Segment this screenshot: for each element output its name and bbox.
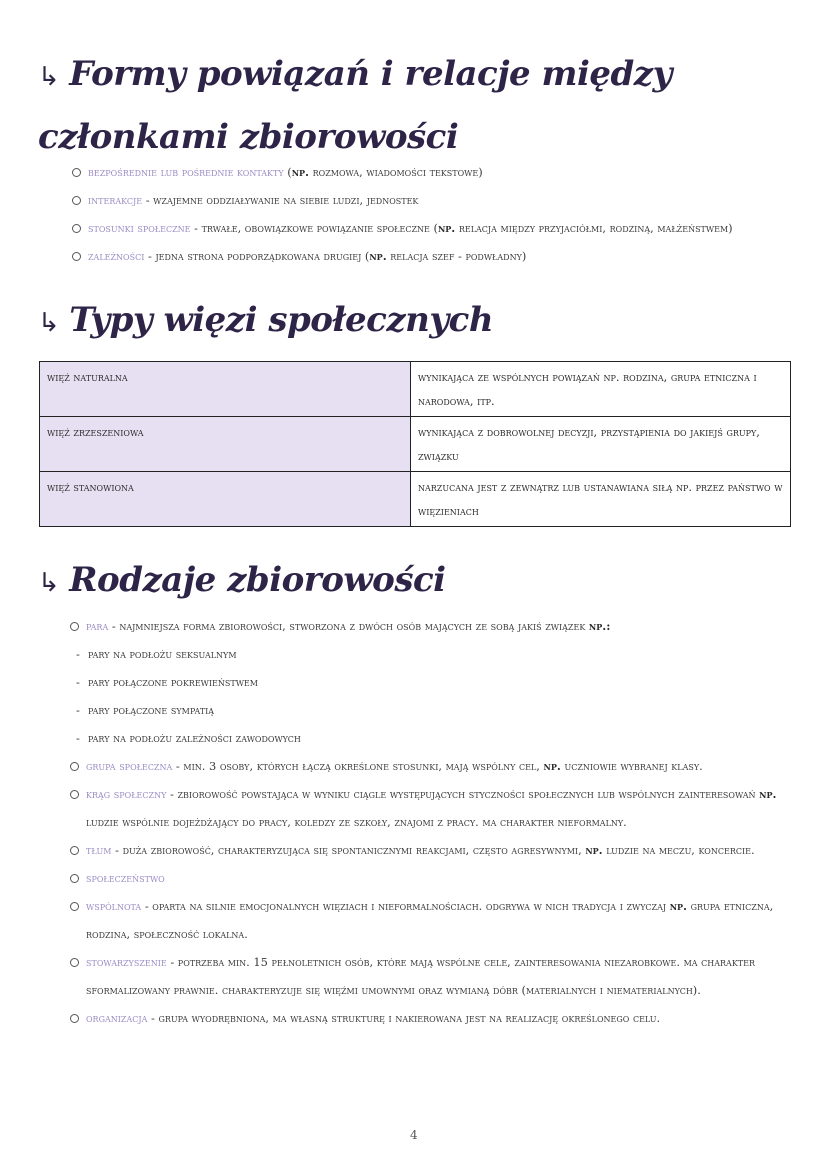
list-item: zależności - jedna strona podporządkowana drugiej (np. relacja szef - podwładny): [72, 242, 792, 270]
arrow-icon: ↳: [38, 62, 60, 92]
list-item: interakcje - wzajemne oddziaływanie na siebie ludzi, jednostek: [72, 186, 792, 214]
collectivities-list: [70, 612, 800, 1032]
list-item: para - najmniejsza forma zbiorowości, stworzona z dwóch osób mających ze sobą jakiś związek np.:: [70, 612, 800, 640]
page-number: 4: [410, 1128, 418, 1142]
section-heading-forms: ↳ Formy powiązań i relacje między członkami zbiorowości: [38, 54, 672, 157]
tie-description: wynikająca ze wspólnych powiązań np. rodzina, grupa etniczna i narodowa, itp.: [411, 362, 791, 417]
list-item: bezpośrednie lub pośrednie kontakty (np. rozmowa, wiadomości tekstowe): [72, 158, 792, 186]
list-item: grupa społeczna - min. 3 osoby, których łączą określone stosunki, mają wspólny cel, np. uczniowie wybranej klasy.: [70, 752, 800, 780]
list-item: krąg społeczny - zbiorowość powstająca w wyniku ciągle występujących styczności społecznych lub wspólnych zainteresowań np. ludzie wspólnie dojeżdżający do pracy, koledzy ze szkoły, znajomi z pracy. ma charakter nieformalny.: [70, 780, 800, 836]
arrow-icon: ↳: [38, 308, 60, 338]
section-heading-collectivities: ↳ Rodzaje zbiorowości: [38, 560, 446, 600]
tie-description: wynikająca z dobrowolnej decyzji, przystąpienia do jakiejś grupy, związku: [411, 417, 791, 472]
section-heading-ties: ↳ Typy więzi społecznych: [38, 300, 494, 340]
ties-table: [39, 361, 791, 527]
list-item: organizacja - grupa wyodrębniona, ma własną strukturę i nakierowana jest na realizację określonego celu.: [70, 1004, 800, 1032]
list-item: stosunki społeczne - trwałe, obowiązkowe powiązanie społeczne (np. relacja między przyjaciółmi, rodziną, małżeństwem): [72, 214, 792, 242]
tie-name: więź stanowiona: [40, 472, 411, 527]
sub-list-item: - pary połączone pokrewieństwem: [70, 668, 800, 696]
arrow-icon: ↳: [38, 568, 60, 598]
tie-description: narzucana jest z zewnątrz lub ustanawiana siłą np. przez państwo w więzieniach: [411, 472, 791, 527]
list-item: tłum - duża zbiorowość, charakteryzująca się spontanicznymi reakcjami, często agresywnymi, np. ludzie na meczu, koncercie.: [70, 836, 800, 864]
sub-list-item: - pary połączone sympatią: [70, 696, 800, 724]
tie-name: więź zrzeszeniowa: [40, 417, 411, 472]
relations-list: [72, 158, 792, 270]
list-item: wspólnota - oparta na silnie emocjonalnych więziach i nieformalnościach. odgrywa w nich tradycja i zwyczaj np. grupa etniczna, rodzina, społeczność lokalna.: [70, 892, 800, 948]
sub-list-item: - pary na podłożu zależności zawodowych: [70, 724, 800, 752]
list-item: stowarzyszenie - potrzeba min. 15 pełnoletnich osób, które mają wspólne cele, zainteresowania niezarobkowe. ma charakter sformalizowany prawnie. charakteryzuje się więźmi umownymi oraz wymianą dóbr (materialnych i niematerialnych).: [70, 948, 800, 1004]
list-item: społeczeństwo: [70, 864, 800, 892]
table-row: [40, 362, 791, 417]
table-row: [40, 417, 791, 472]
sub-list-item: - pary na podłożu seksualnym: [70, 640, 800, 668]
table-row: [40, 472, 791, 527]
tie-name: więź naturalna: [40, 362, 411, 417]
